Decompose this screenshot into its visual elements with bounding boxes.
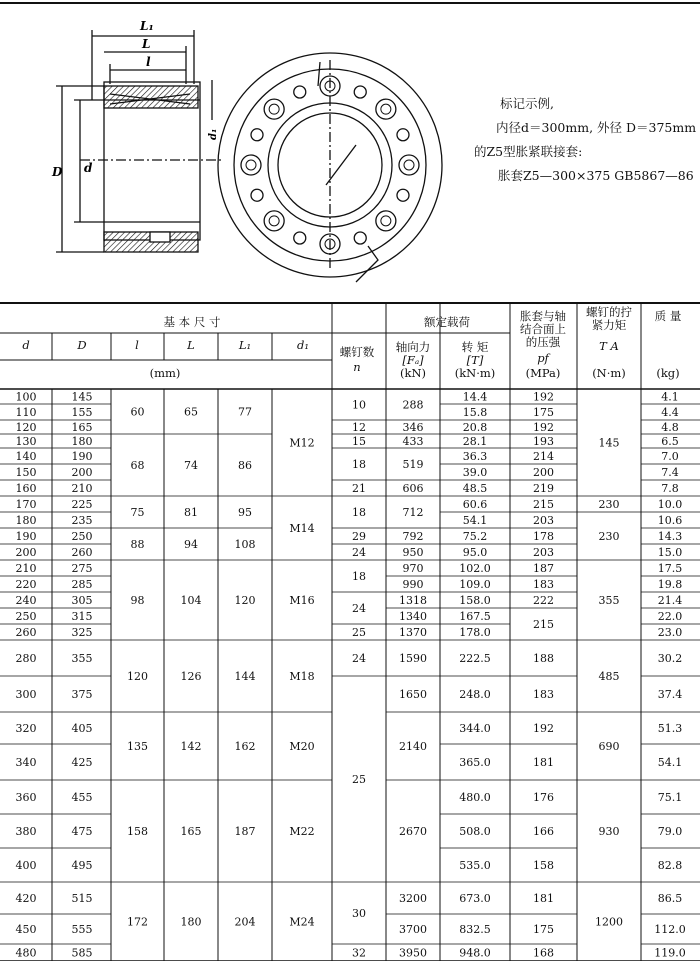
cell-d: 260 xyxy=(15,626,37,639)
cell-n: 24 xyxy=(352,652,366,665)
label-L: L xyxy=(142,37,151,51)
cell-mass: 4.8 xyxy=(661,421,679,434)
cell-l: 135 xyxy=(127,740,148,753)
header-TA-sym: T A xyxy=(599,339,619,353)
cell-T: 109.0 xyxy=(459,578,491,591)
cell-Fa: 606 xyxy=(402,482,424,495)
cell-D: 455 xyxy=(71,791,93,804)
cell-d: 420 xyxy=(15,892,37,905)
cell-D: 145 xyxy=(71,390,93,404)
header-mass-unit: (kg) xyxy=(656,366,680,380)
cell-T: 28.1 xyxy=(462,435,488,448)
header-Fa-sym: [Fₐ] xyxy=(402,353,424,367)
cell-Fa: 3200 xyxy=(399,892,427,905)
cell-T: 248.0 xyxy=(459,688,491,701)
cell-L: 81 xyxy=(184,506,198,519)
cell-L1: 162 xyxy=(234,740,256,753)
cell-pf: 188 xyxy=(533,652,554,665)
cell-Fa: 2140 xyxy=(399,740,427,753)
cell-pf: 175 xyxy=(533,923,554,936)
header-pf-3: 的压强 xyxy=(525,335,561,349)
cell-D: 555 xyxy=(71,923,93,936)
cell-D: 250 xyxy=(71,530,93,543)
cell-mass: 10.0 xyxy=(657,498,683,511)
cell-Fa: 2670 xyxy=(399,825,427,838)
header-n: 螺钉数 xyxy=(339,345,375,359)
header-D: D xyxy=(77,338,87,352)
header-TA-2: 紧力矩 xyxy=(591,318,627,332)
cell-D: 515 xyxy=(71,892,93,905)
header-l: l xyxy=(135,338,139,352)
cell-TA: 485 xyxy=(598,670,620,683)
label-d: d xyxy=(84,161,93,175)
cell-D: 200 xyxy=(71,466,93,479)
cell-d1: M24 xyxy=(289,915,315,929)
cell-d: 300 xyxy=(15,688,37,701)
cell-D: 475 xyxy=(71,825,93,838)
cell-n: 29 xyxy=(352,530,366,543)
cell-T: 158.0 xyxy=(459,594,491,607)
cell-T: 365.0 xyxy=(459,756,491,769)
note-line-2: 内径d＝300mm, 外径 D＝375mm xyxy=(496,120,697,135)
cell-l: 120 xyxy=(127,670,148,683)
cell-pf: 187 xyxy=(533,562,554,575)
cell-l: 158 xyxy=(127,825,148,838)
cell-d1: M12 xyxy=(289,436,315,450)
cell-T: 54.1 xyxy=(462,514,488,527)
cell-D: 180 xyxy=(71,435,93,448)
cell-D: 585 xyxy=(71,946,93,960)
header-n-sym: n xyxy=(353,360,361,374)
cell-L: 65 xyxy=(184,405,198,419)
cell-mass: 10.6 xyxy=(657,514,683,527)
cell-mass: 14.3 xyxy=(657,530,683,543)
cell-mass: 112.0 xyxy=(654,923,686,936)
cell-Fa: 1318 xyxy=(399,594,427,607)
cell-n: 10 xyxy=(352,398,366,412)
cell-D: 260 xyxy=(71,546,93,559)
cell-d: 180 xyxy=(15,514,37,527)
header-TA-1: 螺钉的拧 xyxy=(586,305,632,319)
cell-l: 75 xyxy=(130,506,145,519)
header-pf-2: 结合面上 xyxy=(520,322,566,336)
table-grid xyxy=(0,303,700,961)
cell-TA: 1200 xyxy=(595,915,623,929)
cell-mass: 17.5 xyxy=(657,562,683,575)
cell-T: 75.2 xyxy=(462,530,488,543)
cell-mass: 19.8 xyxy=(657,578,683,591)
cell-mass: 4.1 xyxy=(661,390,679,404)
cell-d: 480 xyxy=(15,946,37,960)
cell-Fa: 3950 xyxy=(399,946,427,960)
cell-mass: 7.8 xyxy=(661,482,679,495)
cell-L: 94 xyxy=(184,538,198,551)
cell-T: 20.8 xyxy=(462,421,488,434)
cell-L1: 77 xyxy=(238,405,252,419)
cell-d: 170 xyxy=(15,498,37,511)
note-line-1: 标记示例, xyxy=(500,96,554,111)
cell-TA: 230 xyxy=(598,530,620,543)
header-pf-sym: pf xyxy=(537,351,549,365)
cell-pf: 178 xyxy=(533,530,554,543)
cell-d: 450 xyxy=(15,923,37,936)
cell-mass: 75.1 xyxy=(657,791,683,804)
cell-pf: 203 xyxy=(533,546,554,559)
cell-pf: 181 xyxy=(533,892,554,905)
cell-pf: 215 xyxy=(533,618,554,631)
cell-T: 480.0 xyxy=(459,791,491,804)
cell-D: 355 xyxy=(71,652,93,665)
cell-L: 180 xyxy=(180,915,202,929)
cell-pf: 181 xyxy=(533,756,554,769)
cell-Fa: 990 xyxy=(402,578,424,591)
cell-pf: 183 xyxy=(533,578,554,591)
cell-L: 104 xyxy=(180,594,202,607)
cell-TA: 145 xyxy=(598,436,620,450)
cell-d1: M14 xyxy=(289,522,315,535)
cell-mass: 82.8 xyxy=(657,859,683,872)
cell-pf: 219 xyxy=(533,482,554,495)
cell-mass: 22.0 xyxy=(657,610,683,623)
cell-T: 673.0 xyxy=(459,892,491,905)
cell-T: 222.5 xyxy=(459,652,491,665)
cell-Fa: 346 xyxy=(402,421,424,434)
cell-TA: 930 xyxy=(598,825,620,838)
cell-n: 24 xyxy=(352,546,366,559)
cell-Fa: 1590 xyxy=(399,652,427,665)
cell-mass: 119.0 xyxy=(654,946,686,960)
header-pf-1: 胀套与轴 xyxy=(520,309,566,323)
cell-L: 142 xyxy=(180,740,202,753)
cell-T: 344.0 xyxy=(459,722,491,735)
header-pf-unit: (MPa) xyxy=(525,366,561,380)
cell-d: 380 xyxy=(15,825,37,838)
cell-D: 495 xyxy=(71,859,93,872)
cell-n: 24 xyxy=(352,602,366,615)
cell-T: 167.5 xyxy=(459,610,491,623)
cell-d1: M22 xyxy=(289,825,315,838)
cell-d: 160 xyxy=(15,482,37,495)
cell-d: 250 xyxy=(15,610,37,623)
cell-n: 32 xyxy=(352,946,366,960)
cell-TA: 230 xyxy=(598,498,620,511)
header-L1: L₁ xyxy=(238,338,252,352)
cell-mass: 4.4 xyxy=(661,406,679,419)
header-Fa-unit: (kN) xyxy=(399,366,427,380)
cell-pf: 222 xyxy=(533,594,554,607)
cell-T: 48.5 xyxy=(462,482,488,495)
cell-T: 14.4 xyxy=(462,390,488,404)
cell-d: 150 xyxy=(15,466,37,479)
cell-d: 110 xyxy=(15,406,37,419)
header-L: L xyxy=(187,338,195,352)
cell-Fa: 1340 xyxy=(399,610,427,623)
cell-pf: 203 xyxy=(533,514,554,527)
cell-D: 325 xyxy=(71,626,93,639)
cell-d: 400 xyxy=(15,859,37,872)
cell-D: 210 xyxy=(71,482,93,495)
cell-T: 535.0 xyxy=(459,859,491,872)
cell-T: 15.8 xyxy=(462,406,488,419)
cell-L: 74 xyxy=(184,459,198,472)
cell-T: 95.0 xyxy=(462,546,488,559)
note-line-3: 的Z5型胀紧联接套: xyxy=(474,144,583,159)
cell-L: 126 xyxy=(180,670,202,683)
cell-n: 21 xyxy=(352,482,366,495)
cell-D: 315 xyxy=(71,610,93,623)
cell-L1: 144 xyxy=(234,670,256,683)
cell-d: 340 xyxy=(15,756,37,769)
cell-l: 68 xyxy=(130,459,145,472)
cell-T: 60.6 xyxy=(462,498,488,511)
cell-mass: 7.4 xyxy=(661,466,679,479)
cell-d: 320 xyxy=(15,722,37,735)
cell-L1: 187 xyxy=(234,825,256,838)
cell-n: 15 xyxy=(352,435,366,448)
cell-Fa: 288 xyxy=(402,398,424,412)
cell-n: 18 xyxy=(352,506,366,519)
cell-Fa: 3700 xyxy=(399,923,427,936)
cell-L1: 120 xyxy=(234,594,256,607)
cell-D: 425 xyxy=(71,756,93,769)
cell-TA: 690 xyxy=(598,740,620,753)
cell-d: 190 xyxy=(15,530,37,543)
cell-d: 140 xyxy=(15,450,37,463)
cell-pf: 192 xyxy=(533,390,554,404)
header-T: 转 矩 xyxy=(461,340,489,354)
cell-mass: 23.0 xyxy=(657,626,683,639)
cell-d: 240 xyxy=(15,594,37,607)
cell-T: 102.0 xyxy=(459,562,491,575)
header-T-sym: [T] xyxy=(466,353,484,367)
cell-n: 25 xyxy=(352,773,366,786)
cell-n: 18 xyxy=(352,458,366,471)
cell-D: 165 xyxy=(71,421,93,434)
cell-pf: 168 xyxy=(533,946,554,960)
header-Fa: 轴向力 xyxy=(395,340,431,354)
cell-d: 100 xyxy=(15,390,37,404)
cell-L: 165 xyxy=(180,825,202,838)
cell-pf: 192 xyxy=(533,722,554,735)
cell-d1: M20 xyxy=(289,740,315,753)
cell-d: 200 xyxy=(15,546,37,559)
cell-L1: 86 xyxy=(238,459,252,472)
cell-Fa: 433 xyxy=(402,435,424,448)
cell-pf: 176 xyxy=(533,791,554,804)
cell-D: 225 xyxy=(71,498,93,511)
header-d: d xyxy=(22,338,30,352)
cell-l: 98 xyxy=(130,594,145,607)
note-line-4: 胀套Z5—300×375 GB5867—86 xyxy=(498,168,694,183)
cell-mass: 7.0 xyxy=(661,450,679,463)
cell-l: 172 xyxy=(127,915,148,929)
header-TA-unit: (N·m) xyxy=(592,366,626,380)
cell-Fa: 1650 xyxy=(399,688,427,701)
cell-mass: 30.2 xyxy=(657,652,683,665)
header-T-unit: (kN·m) xyxy=(454,366,496,380)
cell-Fa: 1370 xyxy=(399,626,427,639)
cell-T: 832.5 xyxy=(459,923,491,936)
header-mm: (mm) xyxy=(149,366,181,380)
cell-Fa: 519 xyxy=(402,458,424,471)
cell-d: 210 xyxy=(15,562,37,575)
label-d1: d₁ xyxy=(208,128,219,140)
cell-D: 285 xyxy=(71,578,93,591)
cell-d: 360 xyxy=(15,791,37,804)
cell-pf: 192 xyxy=(533,421,554,434)
cell-mass: 86.5 xyxy=(657,892,683,905)
cell-D: 405 xyxy=(71,722,93,735)
header-mass: 质 量 xyxy=(654,309,682,323)
cell-D: 275 xyxy=(71,562,93,575)
cell-D: 155 xyxy=(71,406,93,419)
cell-d1: M18 xyxy=(289,670,315,683)
cell-pf: 166 xyxy=(533,825,554,838)
cell-pf: 158 xyxy=(533,859,554,872)
cell-D: 375 xyxy=(71,688,93,701)
cell-mass: 6.5 xyxy=(661,435,679,448)
cell-mass: 21.4 xyxy=(657,594,683,607)
cell-Fa: 712 xyxy=(402,506,424,519)
label-L1: L₁ xyxy=(140,19,154,33)
cell-Fa: 792 xyxy=(402,530,424,543)
header-d1: d₁ xyxy=(297,338,309,352)
cell-D: 235 xyxy=(71,514,93,527)
group-basic-dimensions: 基 本 尺 寸 xyxy=(163,315,221,329)
cell-T: 178.0 xyxy=(459,626,491,639)
cell-T: 508.0 xyxy=(459,825,491,838)
cell-mass: 54.1 xyxy=(657,756,683,769)
label-D: D xyxy=(52,165,63,179)
cell-mass: 79.0 xyxy=(657,825,683,838)
cell-D: 190 xyxy=(71,450,93,463)
cell-T: 36.3 xyxy=(462,450,488,463)
cell-Fa: 950 xyxy=(402,546,424,559)
cell-pf: 214 xyxy=(533,450,554,463)
cell-pf: 215 xyxy=(533,498,554,511)
cell-pf: 175 xyxy=(533,406,554,419)
cell-Fa: 970 xyxy=(402,562,424,575)
cell-TA: 355 xyxy=(598,594,620,607)
table-cells xyxy=(16,391,686,960)
cell-pf: 183 xyxy=(533,688,554,701)
cell-l: 60 xyxy=(130,405,145,419)
cell-n: 12 xyxy=(352,421,366,434)
cell-l: 88 xyxy=(130,538,145,551)
cell-n: 18 xyxy=(352,570,366,583)
cell-mass: 51.3 xyxy=(657,722,683,735)
cell-d: 120 xyxy=(15,421,37,434)
cell-d: 280 xyxy=(15,652,37,665)
cell-d: 220 xyxy=(15,578,37,591)
cell-mass: 37.4 xyxy=(657,688,683,701)
cell-d: 130 xyxy=(15,435,37,448)
cell-n: 30 xyxy=(352,907,366,920)
cell-L1: 204 xyxy=(234,915,256,929)
group-rated-load: 额定载荷 xyxy=(424,315,470,329)
cell-mass: 15.0 xyxy=(657,546,683,559)
cell-pf: 200 xyxy=(533,466,554,479)
cell-L1: 108 xyxy=(234,538,256,551)
cell-T: 948.0 xyxy=(459,946,491,960)
cell-L1: 95 xyxy=(238,506,252,519)
cell-pf: 193 xyxy=(533,435,554,448)
cell-d1: M16 xyxy=(289,594,315,607)
cell-n: 25 xyxy=(352,626,366,639)
cell-D: 305 xyxy=(71,594,93,607)
table-header xyxy=(22,305,681,380)
cell-T: 39.0 xyxy=(462,466,488,479)
label-l: l xyxy=(146,55,151,69)
